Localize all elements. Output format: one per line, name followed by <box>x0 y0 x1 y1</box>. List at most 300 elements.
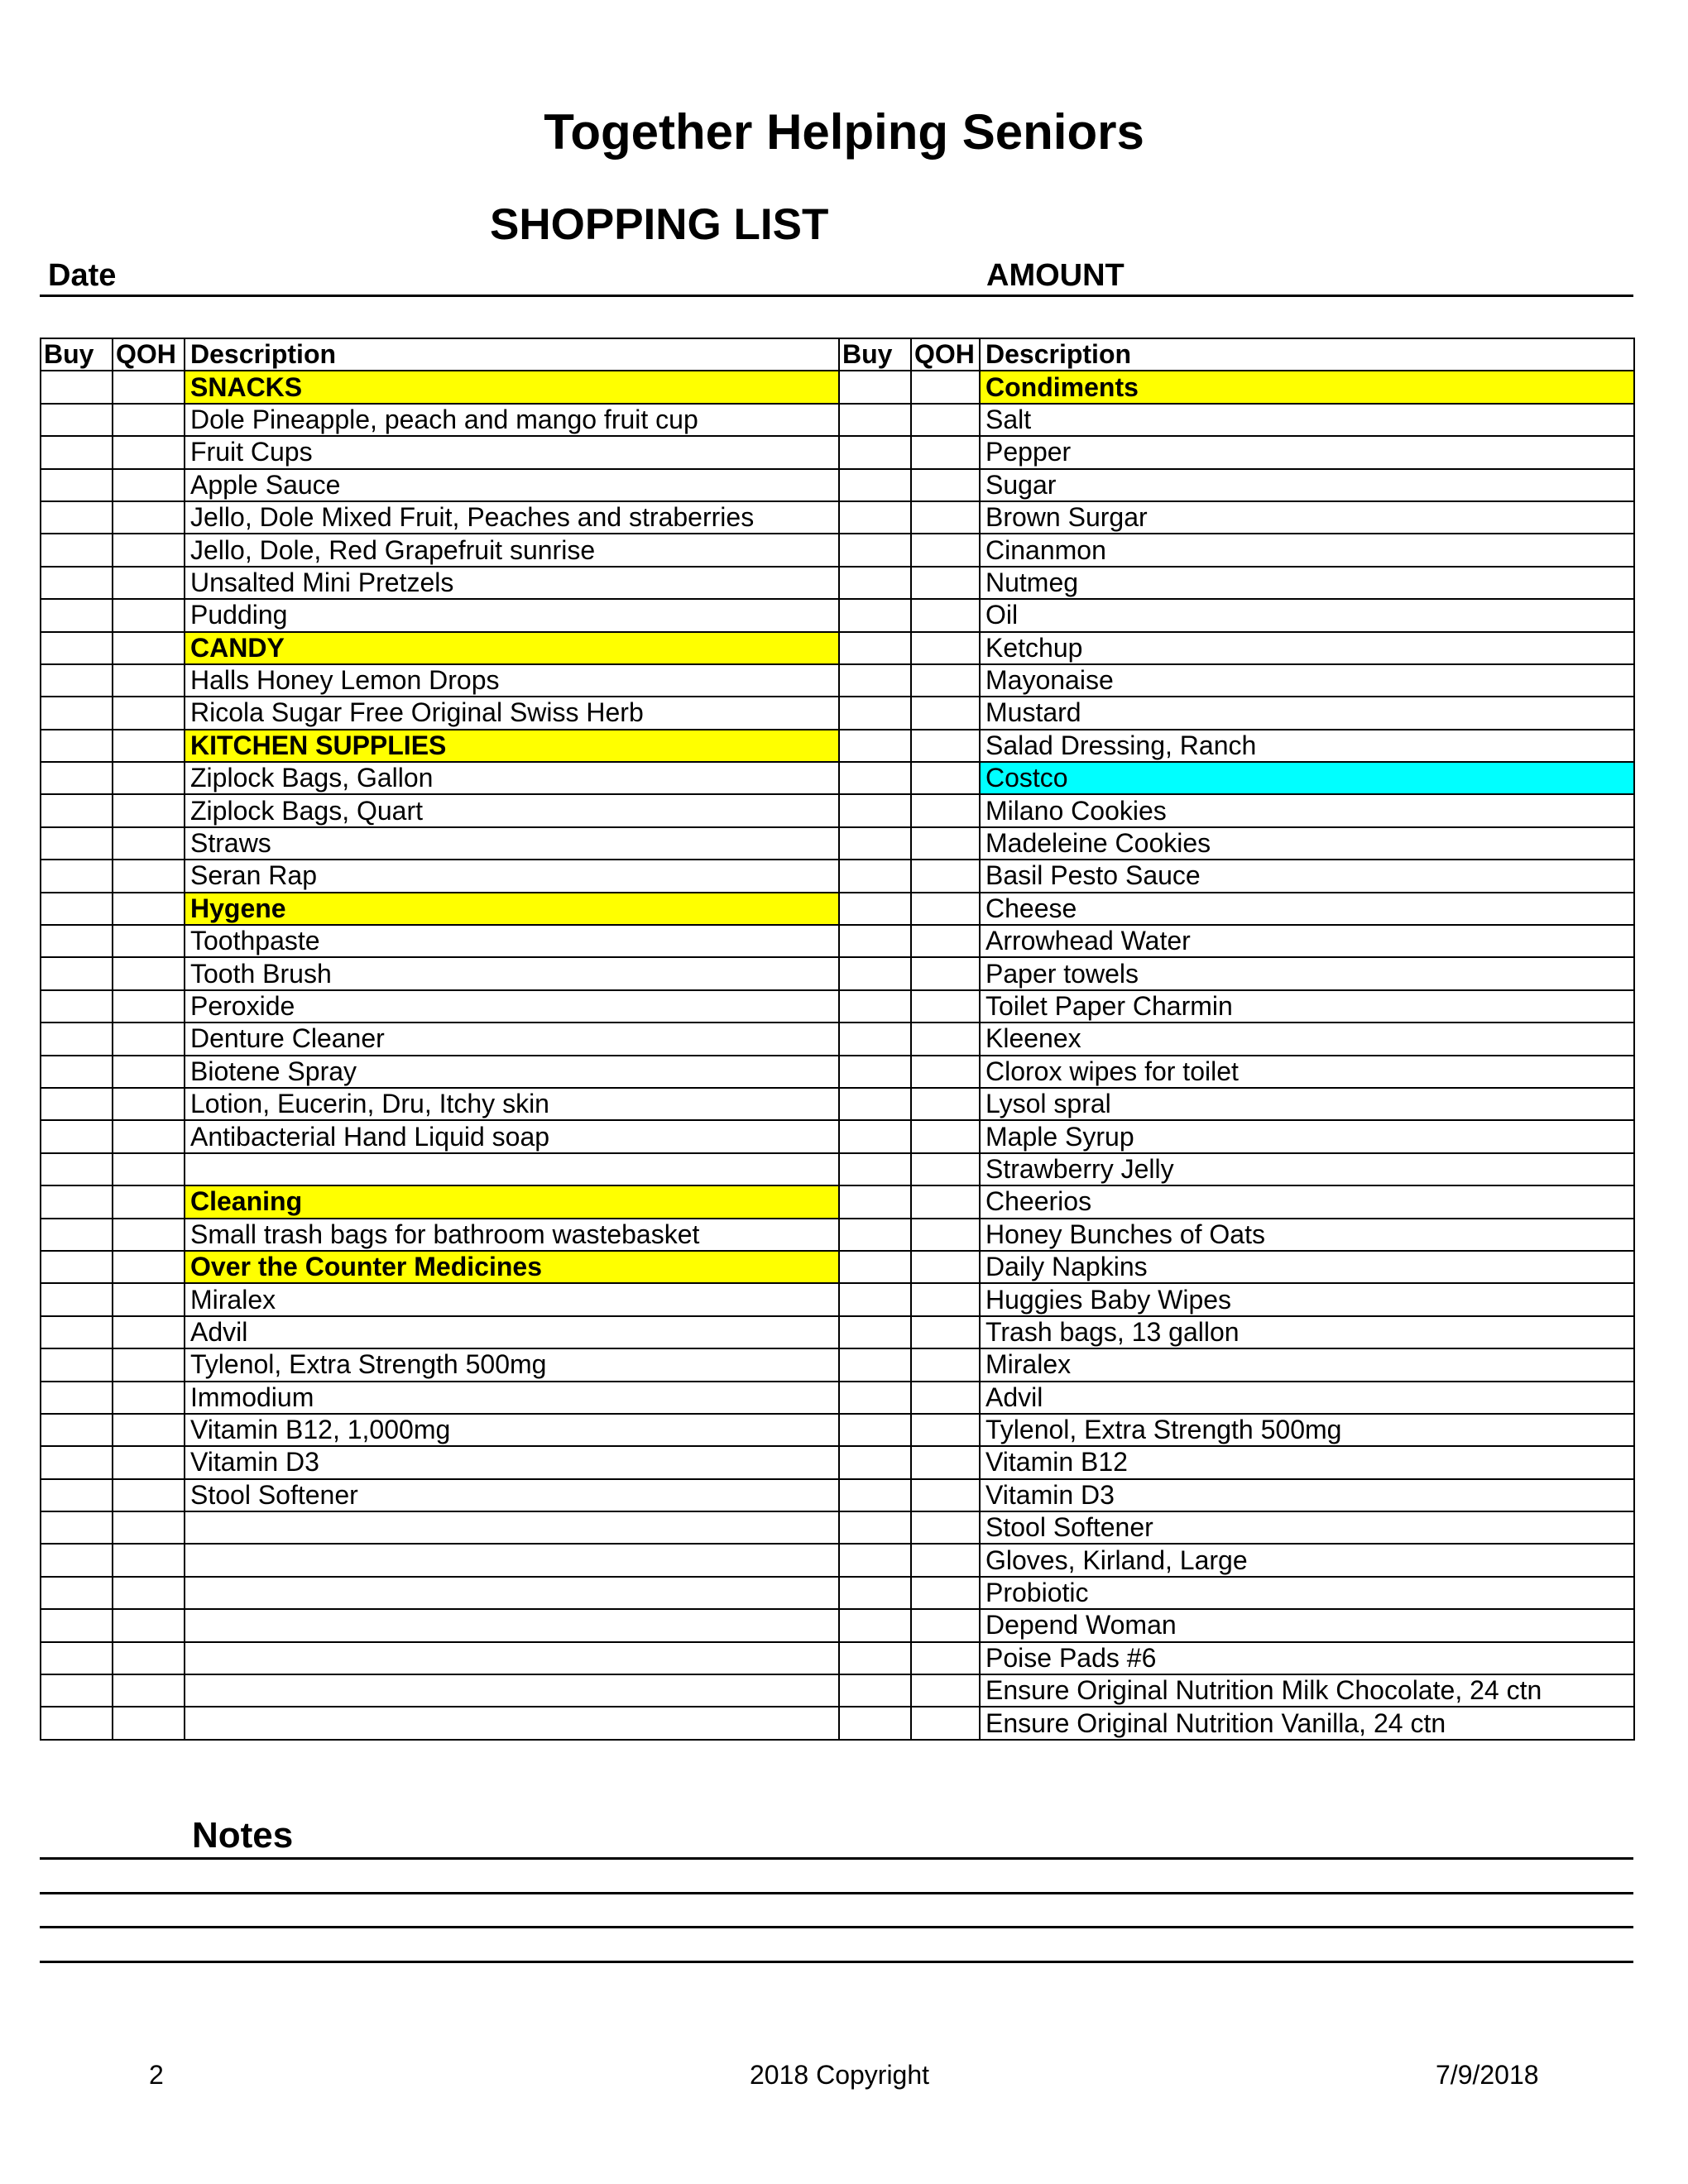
qoh-cell[interactable] <box>113 436 185 468</box>
buy-cell[interactable] <box>41 925 113 957</box>
qoh-cell[interactable] <box>113 664 185 697</box>
qoh-cell[interactable] <box>911 567 980 599</box>
description-cell: Small trash bags for bathroom wastebasket <box>185 1219 839 1251</box>
buy-cell[interactable] <box>41 697 113 729</box>
buy-cell[interactable] <box>41 1023 113 1055</box>
buy-cell[interactable] <box>839 501 911 534</box>
qoh-cell[interactable] <box>113 794 185 826</box>
qoh-cell[interactable] <box>911 1642 980 1674</box>
description-cell: Arrowhead Water <box>980 925 1634 957</box>
description-cell: Fruit Cups <box>185 436 839 468</box>
qoh-cell[interactable] <box>911 1251 980 1283</box>
qoh-cell[interactable] <box>113 1283 185 1315</box>
qoh-cell[interactable] <box>113 990 185 1023</box>
buy-cell[interactable] <box>839 1153 911 1185</box>
buy-cell[interactable] <box>839 957 911 989</box>
qoh-cell[interactable] <box>911 1674 980 1707</box>
header-rule <box>40 295 1633 297</box>
buy-cell[interactable] <box>41 469 113 501</box>
description-cell: Depend Woman <box>980 1609 1634 1641</box>
table-row <box>41 794 1634 826</box>
table-row <box>41 1219 1634 1251</box>
qoh-cell[interactable] <box>911 762 980 794</box>
qoh-cell[interactable] <box>113 1219 185 1251</box>
qoh-cell[interactable] <box>113 1348 185 1381</box>
table-row <box>41 1674 1634 1707</box>
buy-cell[interactable] <box>839 1609 911 1641</box>
qoh-cell[interactable] <box>911 957 980 989</box>
table-row <box>41 599 1634 631</box>
column-header-buy: Buy <box>41 338 113 371</box>
buy-cell[interactable] <box>41 1153 113 1185</box>
buy-cell[interactable] <box>839 664 911 697</box>
buy-cell[interactable] <box>41 730 113 762</box>
description-cell: Advil <box>980 1382 1634 1414</box>
table-row <box>41 1056 1634 1088</box>
description-cell: Denture Cleaner <box>185 1023 839 1055</box>
qoh-cell[interactable] <box>113 1056 185 1088</box>
notes-line <box>40 1892 1633 1894</box>
qoh-cell[interactable] <box>911 1609 980 1641</box>
description-cell: Tylenol, Extra Strength 500mg <box>980 1414 1634 1446</box>
buy-cell[interactable] <box>839 567 911 599</box>
buy-cell[interactable] <box>839 436 911 468</box>
buy-cell[interactable] <box>41 1382 113 1414</box>
description-cell <box>185 1544 839 1576</box>
qoh-cell[interactable] <box>911 990 980 1023</box>
buy-cell[interactable] <box>41 860 113 892</box>
description-cell: Poise Pads #6 <box>980 1642 1634 1674</box>
buy-cell[interactable] <box>41 664 113 697</box>
column-header-qoh: QOH <box>911 338 980 371</box>
buy-cell[interactable] <box>41 1577 113 1609</box>
table-row <box>41 1153 1634 1185</box>
description-cell: Mustard <box>980 697 1634 729</box>
table-row <box>41 860 1634 892</box>
buy-cell[interactable] <box>41 1088 113 1120</box>
description-cell: Jello, Dole Mixed Fruit, Peaches and straberries <box>185 501 839 534</box>
qoh-cell[interactable] <box>911 1577 980 1609</box>
qoh-cell[interactable] <box>113 925 185 957</box>
description-cell: Milano Cookies <box>980 794 1634 826</box>
description-cell: Salad Dressing, Ranch <box>980 730 1634 762</box>
list-title: SHOPPING LIST <box>490 200 829 249</box>
description-cell: Miralex <box>185 1283 839 1315</box>
qoh-cell[interactable] <box>113 1609 185 1641</box>
buy-cell[interactable] <box>839 371 911 403</box>
table-row <box>41 925 1634 957</box>
qoh-cell[interactable] <box>911 794 980 826</box>
qoh-cell[interactable] <box>113 730 185 762</box>
qoh-cell[interactable] <box>113 762 185 794</box>
footer-date: 7/9/2018 <box>1436 2060 1539 2090</box>
qoh-cell[interactable] <box>911 1120 980 1152</box>
description-cell: Cheese <box>980 893 1634 925</box>
qoh-cell[interactable] <box>911 436 980 468</box>
buy-cell[interactable] <box>41 436 113 468</box>
description-cell: Dole Pineapple, peach and mango fruit cup <box>185 404 839 436</box>
table-row <box>41 1185 1634 1218</box>
buy-cell[interactable] <box>839 1120 911 1152</box>
table-row <box>41 1642 1634 1674</box>
description-cell: Basil Pesto Sauce <box>980 860 1634 892</box>
table-row <box>41 697 1634 729</box>
section-heading-cell: Condiments <box>980 371 1634 403</box>
buy-cell[interactable] <box>839 1056 911 1088</box>
table-row <box>41 1120 1634 1152</box>
qoh-cell[interactable] <box>911 1511 980 1544</box>
column-header-description: Description <box>185 338 839 371</box>
buy-cell[interactable] <box>839 1511 911 1544</box>
description-cell: Trash bags, 13 gallon <box>980 1316 1634 1348</box>
buy-cell[interactable] <box>839 632 911 664</box>
description-cell: Mayonaise <box>980 664 1634 697</box>
description-cell: Lysol spral <box>980 1088 1634 1120</box>
description-cell: Biotene Spray <box>185 1056 839 1088</box>
description-cell: Toothpaste <box>185 925 839 957</box>
buy-cell[interactable] <box>41 893 113 925</box>
qoh-cell[interactable] <box>911 1056 980 1088</box>
buy-cell[interactable] <box>41 1609 113 1641</box>
buy-cell[interactable] <box>41 1446 113 1478</box>
buy-cell[interactable] <box>839 1251 911 1283</box>
qoh-cell[interactable] <box>911 1088 980 1120</box>
column-header-buy: Buy <box>839 338 911 371</box>
description-cell: Ricola Sugar Free Original Swiss Herb <box>185 697 839 729</box>
buy-cell[interactable] <box>839 1185 911 1218</box>
description-cell: Nutmeg <box>980 567 1634 599</box>
buy-cell[interactable] <box>41 1316 113 1348</box>
buy-cell[interactable] <box>41 762 113 794</box>
table-row <box>41 730 1634 762</box>
qoh-cell[interactable] <box>911 501 980 534</box>
description-cell: Vitamin D3 <box>185 1446 839 1478</box>
qoh-cell[interactable] <box>113 1088 185 1120</box>
amount-label: AMOUNT <box>986 258 1125 293</box>
table-row <box>41 469 1634 501</box>
qoh-cell[interactable] <box>113 1251 185 1283</box>
qoh-cell[interactable] <box>113 1153 185 1185</box>
qoh-cell[interactable] <box>911 1153 980 1185</box>
buy-cell[interactable] <box>839 1316 911 1348</box>
buy-cell[interactable] <box>41 1642 113 1674</box>
buy-cell[interactable] <box>41 1219 113 1251</box>
description-cell: Ziplock Bags, Gallon <box>185 762 839 794</box>
section-heading-cell: KITCHEN SUPPLIES <box>185 730 839 762</box>
qoh-cell[interactable] <box>113 893 185 925</box>
section-heading-cell: Over the Counter Medicines <box>185 1251 839 1283</box>
buy-cell[interactable] <box>41 1544 113 1576</box>
qoh-cell[interactable] <box>911 730 980 762</box>
table-row <box>41 1511 1634 1544</box>
qoh-cell[interactable] <box>911 1283 980 1315</box>
table-row <box>41 827 1634 860</box>
organization-title: Together Helping Seniors <box>544 104 1144 160</box>
description-cell: Ensure Original Nutrition Vanilla, 24 ctn <box>980 1707 1634 1739</box>
description-cell: Cheerios <box>980 1185 1634 1218</box>
qoh-cell[interactable] <box>113 1479 185 1511</box>
qoh-cell[interactable] <box>113 1185 185 1218</box>
buy-cell[interactable] <box>839 893 911 925</box>
column-header-description: Description <box>980 338 1634 371</box>
qoh-cell[interactable] <box>113 371 185 403</box>
qoh-cell[interactable] <box>113 1577 185 1609</box>
table-row <box>41 404 1634 436</box>
buy-cell[interactable] <box>839 599 911 631</box>
table-row <box>41 990 1634 1023</box>
buy-cell[interactable] <box>41 1056 113 1088</box>
table-row <box>41 1577 1634 1609</box>
buy-cell[interactable] <box>839 534 911 566</box>
shopping-list-table <box>40 338 1635 1741</box>
buy-cell[interactable] <box>839 1479 911 1511</box>
description-cell: Ziplock Bags, Quart <box>185 794 839 826</box>
qoh-cell[interactable] <box>911 1219 980 1251</box>
description-cell: Ketchup <box>980 632 1634 664</box>
qoh-cell[interactable] <box>911 599 980 631</box>
description-cell: Ensure Original Nutrition Milk Chocolate, 24 ctn <box>980 1674 1634 1707</box>
qoh-cell[interactable] <box>113 1707 185 1739</box>
buy-cell[interactable] <box>839 1544 911 1576</box>
description-cell: Brown Surgar <box>980 501 1634 534</box>
qoh-cell[interactable] <box>113 632 185 664</box>
table-row <box>41 957 1634 989</box>
qoh-cell[interactable] <box>113 1414 185 1446</box>
description-cell: Seran Rap <box>185 860 839 892</box>
buy-cell[interactable] <box>839 762 911 794</box>
description-cell: Pepper <box>980 436 1634 468</box>
notes-line <box>40 1857 1633 1860</box>
description-cell: Straws <box>185 827 839 860</box>
buy-cell[interactable] <box>839 1219 911 1251</box>
description-cell: Stool Softener <box>185 1479 839 1511</box>
description-cell: Toilet Paper Charmin <box>980 990 1634 1023</box>
table-row <box>41 1382 1634 1414</box>
qoh-cell[interactable] <box>113 501 185 534</box>
description-cell: Lotion, Eucerin, Dru, Itchy skin <box>185 1088 839 1120</box>
description-cell: Jello, Dole, Red Grapefruit sunrise <box>185 534 839 566</box>
column-header-qoh: QOH <box>113 338 185 371</box>
buy-cell[interactable] <box>41 957 113 989</box>
notes-line <box>40 1961 1633 1963</box>
table-row <box>41 1609 1634 1641</box>
table-row <box>41 1479 1634 1511</box>
qoh-cell[interactable] <box>911 404 980 436</box>
buy-cell[interactable] <box>839 1414 911 1446</box>
qoh-cell[interactable] <box>113 827 185 860</box>
buy-cell[interactable] <box>41 1479 113 1511</box>
buy-cell[interactable] <box>839 1707 911 1739</box>
table-row <box>41 1023 1634 1055</box>
qoh-cell[interactable] <box>113 957 185 989</box>
qoh-cell[interactable] <box>113 1674 185 1707</box>
section-heading-cell: Hygene <box>185 893 839 925</box>
buy-cell[interactable] <box>41 567 113 599</box>
buy-cell[interactable] <box>839 1446 911 1478</box>
description-cell: Clorox wipes for toilet <box>980 1056 1634 1088</box>
qoh-cell[interactable] <box>113 1316 185 1348</box>
table-row <box>41 1251 1634 1283</box>
qoh-cell[interactable] <box>911 664 980 697</box>
buy-cell[interactable] <box>839 794 911 826</box>
table-header-row <box>41 338 1634 371</box>
qoh-cell[interactable] <box>113 469 185 501</box>
notes-line <box>40 1926 1633 1928</box>
buy-cell[interactable] <box>839 860 911 892</box>
qoh-cell[interactable] <box>911 1544 980 1576</box>
qoh-cell[interactable] <box>911 860 980 892</box>
buy-cell[interactable] <box>41 599 113 631</box>
qoh-cell[interactable] <box>113 1642 185 1674</box>
qoh-cell[interactable] <box>911 827 980 860</box>
description-cell: Paper towels <box>980 957 1634 989</box>
buy-cell[interactable] <box>41 371 113 403</box>
qoh-cell[interactable] <box>911 371 980 403</box>
qoh-cell[interactable] <box>113 1511 185 1544</box>
table-row <box>41 534 1634 566</box>
footer-copyright: 2018 Copyright <box>750 2060 930 2090</box>
buy-cell[interactable] <box>41 1348 113 1381</box>
table-body <box>41 371 1634 1739</box>
buy-cell[interactable] <box>41 404 113 436</box>
buy-cell[interactable] <box>41 1414 113 1446</box>
buy-cell[interactable] <box>839 469 911 501</box>
qoh-cell[interactable] <box>911 1185 980 1218</box>
buy-cell[interactable] <box>839 1023 911 1055</box>
qoh-cell[interactable] <box>113 1382 185 1414</box>
table-row <box>41 664 1634 697</box>
buy-cell[interactable] <box>839 990 911 1023</box>
table-row <box>41 1414 1634 1446</box>
buy-cell[interactable] <box>41 1674 113 1707</box>
description-cell: Cinanmon <box>980 534 1634 566</box>
table-row <box>41 501 1634 534</box>
qoh-cell[interactable] <box>911 893 980 925</box>
description-cell: Unsalted Mini Pretzels <box>185 567 839 599</box>
buy-cell[interactable] <box>41 501 113 534</box>
table-row <box>41 1707 1634 1739</box>
date-label: Date <box>48 258 117 293</box>
qoh-cell[interactable] <box>113 404 185 436</box>
description-cell: Kleenex <box>980 1023 1634 1055</box>
description-cell: Antibacterial Hand Liquid soap <box>185 1120 839 1152</box>
table-row <box>41 371 1634 403</box>
qoh-cell[interactable] <box>911 1414 980 1446</box>
table-row <box>41 1544 1634 1576</box>
qoh-cell[interactable] <box>113 860 185 892</box>
description-cell: Advil <box>185 1316 839 1348</box>
description-cell: Miralex <box>980 1348 1634 1381</box>
qoh-cell[interactable] <box>911 1023 980 1055</box>
buy-cell[interactable] <box>41 990 113 1023</box>
qoh-cell[interactable] <box>113 567 185 599</box>
description-cell: Maple Syrup <box>980 1120 1634 1152</box>
description-cell: Costco <box>980 762 1634 794</box>
qoh-cell[interactable] <box>113 1446 185 1478</box>
buy-cell[interactable] <box>41 1283 113 1315</box>
description-cell: Vitamin D3 <box>980 1479 1634 1511</box>
table-row <box>41 1088 1634 1120</box>
qoh-cell[interactable] <box>911 534 980 566</box>
buy-cell[interactable] <box>839 1088 911 1120</box>
buy-cell[interactable] <box>839 827 911 860</box>
qoh-cell[interactable] <box>911 697 980 729</box>
buy-cell[interactable] <box>41 1185 113 1218</box>
description-cell: Madeleine Cookies <box>980 827 1634 860</box>
buy-cell[interactable] <box>839 697 911 729</box>
qoh-cell[interactable] <box>911 925 980 957</box>
buy-cell[interactable] <box>839 730 911 762</box>
qoh-cell[interactable] <box>113 599 185 631</box>
buy-cell[interactable] <box>41 1120 113 1152</box>
qoh-cell[interactable] <box>911 1382 980 1414</box>
buy-cell[interactable] <box>839 404 911 436</box>
qoh-cell[interactable] <box>113 697 185 729</box>
description-cell <box>185 1511 839 1544</box>
buy-cell[interactable] <box>41 1707 113 1739</box>
buy-cell[interactable] <box>41 1251 113 1283</box>
description-cell: Tooth Brush <box>185 957 839 989</box>
buy-cell[interactable] <box>41 534 113 566</box>
buy-cell[interactable] <box>839 1283 911 1315</box>
qoh-cell[interactable] <box>113 1120 185 1152</box>
section-heading-cell: Cleaning <box>185 1185 839 1218</box>
qoh-cell[interactable] <box>113 534 185 566</box>
qoh-cell[interactable] <box>911 469 980 501</box>
table-row <box>41 632 1634 664</box>
qoh-cell[interactable] <box>911 1348 980 1381</box>
buy-cell[interactable] <box>41 1511 113 1544</box>
description-cell: Halls Honey Lemon Drops <box>185 664 839 697</box>
description-cell: Vitamin B12 <box>980 1446 1634 1478</box>
buy-cell[interactable] <box>839 1642 911 1674</box>
description-cell <box>185 1707 839 1739</box>
table-row <box>41 762 1634 794</box>
description-cell: Honey Bunches of Oats <box>980 1219 1634 1251</box>
qoh-cell[interactable] <box>911 1446 980 1478</box>
description-cell: Peroxide <box>185 990 839 1023</box>
buy-cell[interactable] <box>839 925 911 957</box>
description-cell: Immodium <box>185 1382 839 1414</box>
qoh-cell[interactable] <box>911 1316 980 1348</box>
buy-cell[interactable] <box>839 1382 911 1414</box>
description-cell: Strawberry Jelly <box>980 1153 1634 1185</box>
description-cell: Vitamin B12, 1,000mg <box>185 1414 839 1446</box>
qoh-cell[interactable] <box>911 1479 980 1511</box>
description-cell: Gloves, Kirland, Large <box>980 1544 1634 1576</box>
qoh-cell[interactable] <box>911 632 980 664</box>
description-cell <box>185 1577 839 1609</box>
table-row <box>41 1348 1634 1381</box>
table-row <box>41 893 1634 925</box>
buy-cell[interactable] <box>839 1674 911 1707</box>
qoh-cell[interactable] <box>113 1544 185 1576</box>
buy-cell[interactable] <box>41 827 113 860</box>
qoh-cell[interactable] <box>113 1023 185 1055</box>
table-row <box>41 436 1634 468</box>
description-cell: Pudding <box>185 599 839 631</box>
description-cell: Daily Napkins <box>980 1251 1634 1283</box>
table-row <box>41 567 1634 599</box>
description-cell <box>185 1674 839 1707</box>
buy-cell[interactable] <box>41 794 113 826</box>
qoh-cell[interactable] <box>911 1707 980 1739</box>
table-row <box>41 1283 1634 1315</box>
buy-cell[interactable] <box>839 1348 911 1381</box>
buy-cell[interactable] <box>41 632 113 664</box>
description-cell: Tylenol, Extra Strength 500mg <box>185 1348 839 1381</box>
buy-cell[interactable] <box>839 1577 911 1609</box>
